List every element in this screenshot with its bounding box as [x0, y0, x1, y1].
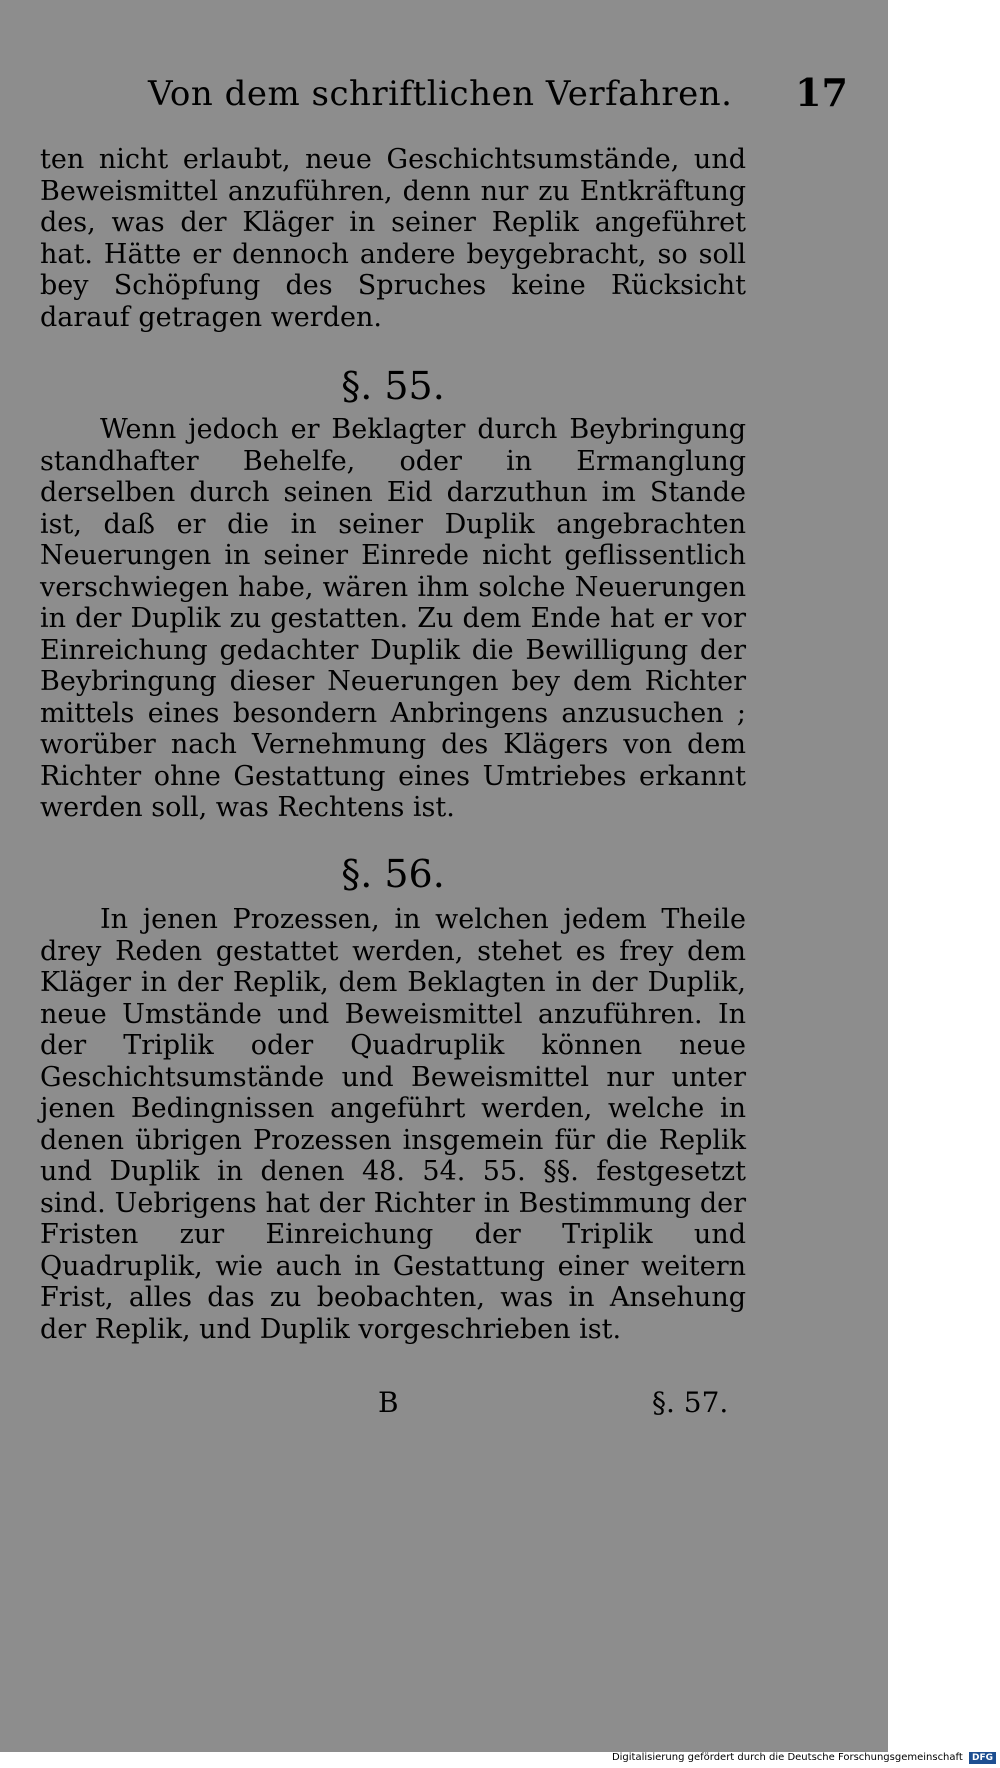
paragraph-section-56 [40, 904, 746, 1345]
paragraph-text: ten nicht erlaubt, neue Geschichtsumstände, und Beweismittel anzuführen, denn nur zu Entkräftung des, was der Kläger in seiner Replik angeführet hat. Hätte er dennoch andere beygebracht, so soll bey Schöpfung des Spruches keine Rücksicht darauf getragen werden. [40, 144, 746, 333]
running-title: Von dem schriftlichen Verfahren. [148, 74, 733, 114]
signature-mark: B [378, 1386, 399, 1419]
page-number: 17 [795, 70, 848, 115]
catchword: §. 57. [652, 1386, 729, 1419]
section-heading-56: §. 56. [341, 852, 445, 896]
paragraph-text: Wenn jedoch er Beklagter durch Beybringung standhafter Behelfe, oder in Ermanglung derselben durch seinen Eid darzuthun im Stande ist, daß er die in seiner Duplik angebrachten Neuerungen in seiner Einrede nicht geflissentlich verschwiegen habe, wären ihm solche Neuerungen in der Duplik zu gestatten. Zu dem Ende hat er vor Einreichung gedachter Duplik die Bewilligung der Beybringung dieser Neuerungen bey dem Richter mittels eines besondern Anbringens anzusuchen ; worüber nach Vernehmung des Klägers von dem Richter ohne Gestattung eines Umtriebes erkannt werden soll, was Rechtens ist. [40, 414, 746, 823]
page-header [40, 70, 848, 130]
section-heading-55: §. 55. [341, 364, 445, 408]
credit-text: Digitalisierung gefördert durch die Deutsche Forschungsgemeinschaft [611, 1752, 963, 1763]
digitization-credit [612, 1752, 996, 1764]
dfg-logo-badge: DFG [969, 1752, 996, 1764]
paragraph-continuation [40, 144, 746, 333]
paragraph-section-55 [40, 414, 746, 824]
paragraph-text: In jenen Prozessen, in welchen jedem Theile drey Reden gestattet werden, stehet es frey dem Kläger in der Replik, dem Beklagten in der Duplik, neue Umstände und Beweismittel anzuführen. In der Triplik oder Quadruplik können neue Geschichtsumstände und Beweismittel nur unter jenen Bedingnissen angeführt werden, welche in denen übrigen Prozessen insgemein für die Replik und Duplik in denen 48. 54. 55. §§. festgesetzt sind. Uebrigens hat der Richter in Bestimmung der Fristen zur Einreichung der Triplik und Quadruplik, wie auch in Gestattung einer weitern Frist, alles das zu beobachten, was in Ansehung der Replik, und Duplik vorgeschrieben ist. [40, 904, 746, 1345]
